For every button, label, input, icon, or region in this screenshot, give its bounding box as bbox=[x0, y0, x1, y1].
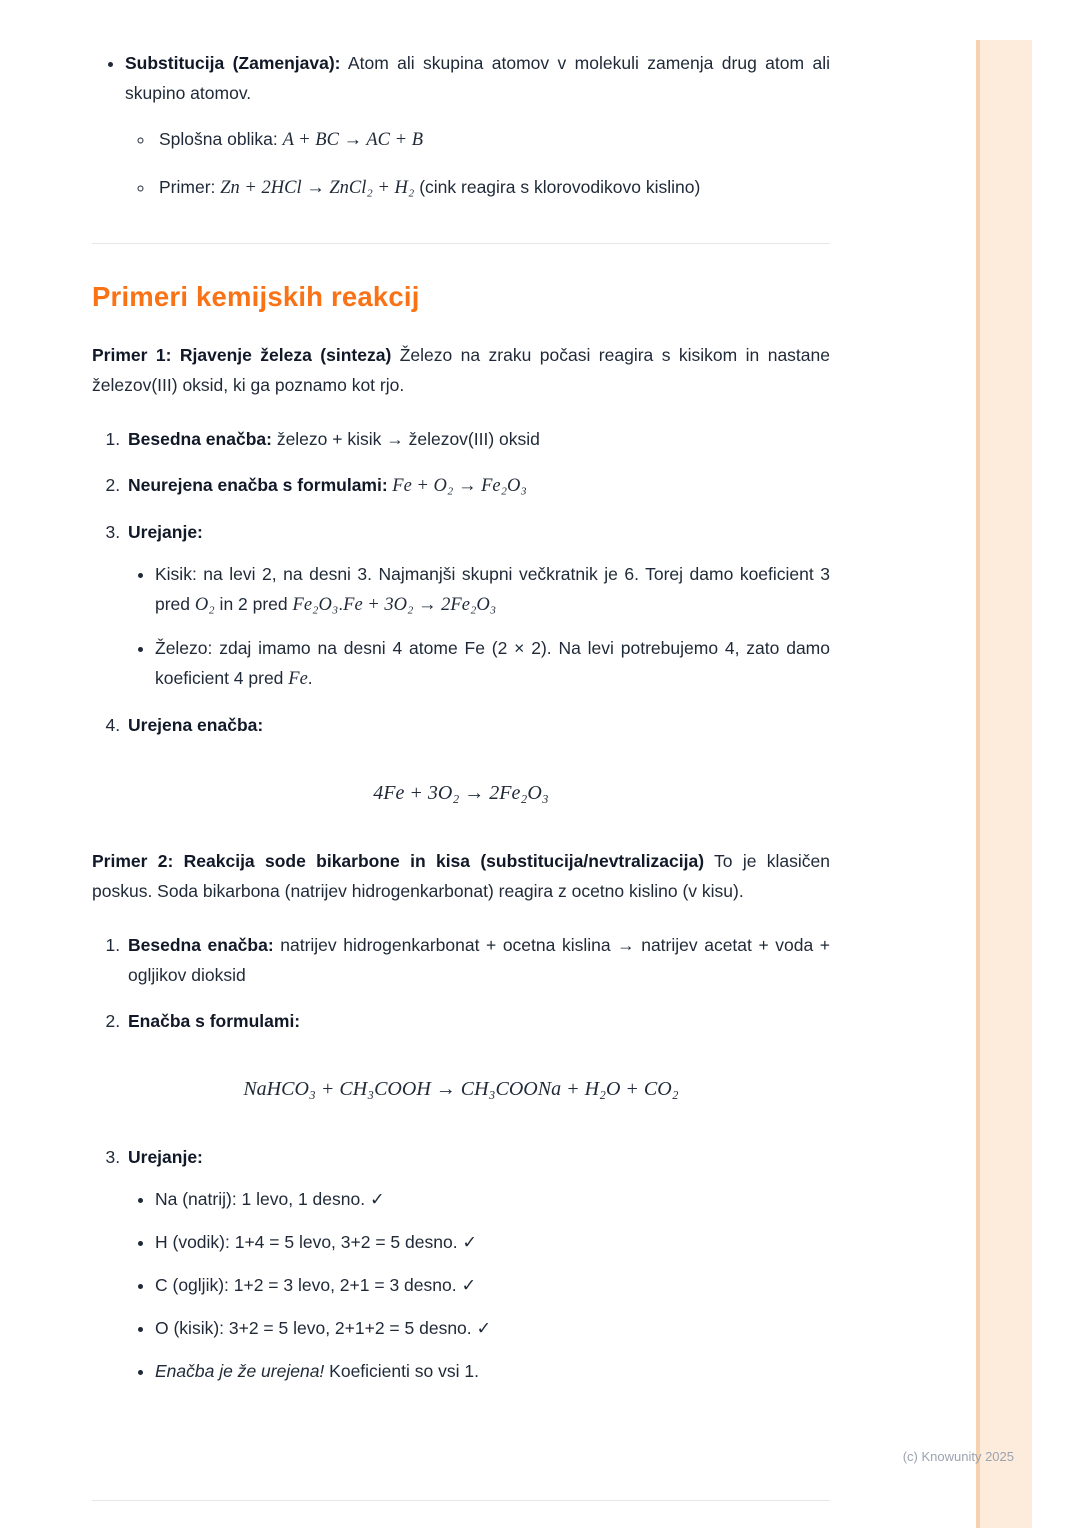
math-inline: O₂ bbox=[194, 595, 215, 615]
section-heading: Primeri kemijskih reakcij bbox=[92, 281, 420, 312]
step-neurejena-enacba bbox=[125, 470, 830, 501]
step-urejena-enacba bbox=[125, 710, 830, 740]
step-besedna-enacba bbox=[125, 424, 830, 454]
urejanje-sublist-2 bbox=[128, 1184, 830, 1386]
definition-sublist bbox=[125, 124, 830, 203]
math-inline: Zn + 2HCl → ZnCl₂ + H₂ bbox=[220, 178, 415, 198]
bold-lead: Besedna enačba: bbox=[128, 935, 274, 955]
text-run: Na (natrij): 1 levo, 1 desno. ✓ bbox=[155, 1189, 385, 1209]
steps-primer2 bbox=[92, 930, 830, 1036]
math-inline: A + BC → AC + B bbox=[282, 130, 423, 150]
equation-display-1: 4Fe + 3O₂ → 2Fe₂O₃ bbox=[373, 782, 549, 804]
steps-primer2-cont bbox=[92, 1142, 830, 1386]
urejanje-sublist bbox=[128, 559, 830, 694]
steps-primer1 bbox=[92, 424, 830, 740]
bold-lead: Primer 1: Rjavenje železa (sinteza) bbox=[92, 345, 392, 365]
bold-lead: Enačba s formulami: bbox=[128, 1011, 301, 1031]
text-run: C (ogljik): 1+2 = 3 levo, 2+1 = 3 desno. ✓ bbox=[155, 1275, 477, 1295]
list-item-c bbox=[155, 1270, 830, 1300]
list-item-primer bbox=[155, 172, 830, 203]
text-run: natrijev hidrogenkarbonat + ocetna kislina → natrijev acetat + voda + ogljikov dioksid bbox=[128, 935, 830, 985]
footer-credit: (c) Knowunity 2025 bbox=[902, 1449, 1014, 1464]
definition-list bbox=[92, 48, 830, 203]
bottom-divider bbox=[92, 1500, 830, 1501]
text-run: H (vodik): 1+4 = 5 levo, 3+2 = 5 desno. ✓ bbox=[155, 1232, 478, 1252]
text-run: O (kisik): 3+2 = 5 levo, 2+1+2 = 5 desno. ✓ bbox=[155, 1318, 492, 1338]
list-item-kisik bbox=[155, 559, 830, 620]
term-label: Substitucija (Zamenjava): bbox=[125, 53, 341, 73]
list-item-na bbox=[155, 1184, 830, 1214]
step-urejanje bbox=[125, 517, 830, 694]
text-run: Železo na zraku počasi reagira s kisikom in nastane železov(III) oksid, ki ga poznamo kot rjo. bbox=[92, 345, 830, 395]
text-run: Primer: bbox=[159, 177, 221, 197]
bold-lead: Urejanje: bbox=[128, 1147, 203, 1167]
step-besedna-enacba-2 bbox=[125, 930, 830, 990]
page-content bbox=[92, 48, 830, 1402]
text-run: Železo: zdaj imamo na desni 4 atome Fe (2 × 2). Na levi potrebujemo 4, zato damo koeficient 4 pred bbox=[155, 638, 830, 688]
text-run: Splošna oblika: bbox=[159, 129, 283, 149]
text-run: To je klasičen poskus. Soda bikarbona (natrijev hidrogenkarbonat) reagira z ocetno kislino (v kisu). bbox=[92, 851, 830, 901]
list-item-h bbox=[155, 1227, 830, 1257]
bold-lead: Urejena enačba: bbox=[128, 715, 264, 735]
equation-display-2: NaHCO₃ + CH₃COOH → CH₃COONa + H₂O + CO₂ bbox=[243, 1078, 679, 1100]
list-item-conclusion bbox=[155, 1356, 830, 1386]
paragraph-primer1 bbox=[92, 340, 830, 400]
section-divider bbox=[92, 243, 830, 244]
term-text: Atom ali skupina atomov v molekuli zamenja drug atom ali skupino atomov. bbox=[125, 53, 830, 103]
bold-lead: Besedna enačba: bbox=[128, 429, 272, 449]
text-run: in 2 pred bbox=[214, 594, 293, 614]
list-item-substitucija bbox=[125, 48, 830, 203]
list-item-splosna-oblika bbox=[155, 124, 830, 155]
paragraph-primer2 bbox=[92, 846, 830, 906]
text-run: . bbox=[307, 668, 313, 688]
math-inline: Fe bbox=[288, 669, 308, 689]
bold-lead: Primer 2: Reakcija sode bikarbone in kisa (substitucija/nevtralizacija) bbox=[92, 851, 705, 871]
step-enacba-s-formulami bbox=[125, 1006, 830, 1036]
text-run: . bbox=[338, 594, 344, 614]
bold-lead: Neurejena enačba s formulami: bbox=[128, 475, 388, 495]
bold-lead: Urejanje: bbox=[128, 522, 203, 542]
math-inline: Fe + 3O₂ → 2Fe₂O₃ bbox=[343, 595, 497, 615]
text-run: Kisik: na levi 2, na desni 3. Najmanjši skupni večkratnik je 6. Torej damo koeficient 3 pred bbox=[155, 564, 830, 614]
text-run: železo + kisik → železov(III) oksid bbox=[271, 429, 540, 449]
math-inline: Fe + O₂ → Fe₂O₃ bbox=[387, 476, 527, 496]
text-run: (cink reagira s klorovodikovo kislino) bbox=[414, 177, 701, 197]
list-item-o bbox=[155, 1313, 830, 1343]
list-item-zelezo bbox=[155, 633, 830, 694]
step-urejanje-2 bbox=[125, 1142, 830, 1386]
italic-note: Enačba je že urejena! bbox=[155, 1361, 325, 1381]
text-run: Koeficienti so vsi 1. bbox=[324, 1361, 479, 1381]
math-inline: Fe₂O₃ bbox=[292, 595, 339, 615]
right-margin-stripe bbox=[976, 40, 1032, 1528]
